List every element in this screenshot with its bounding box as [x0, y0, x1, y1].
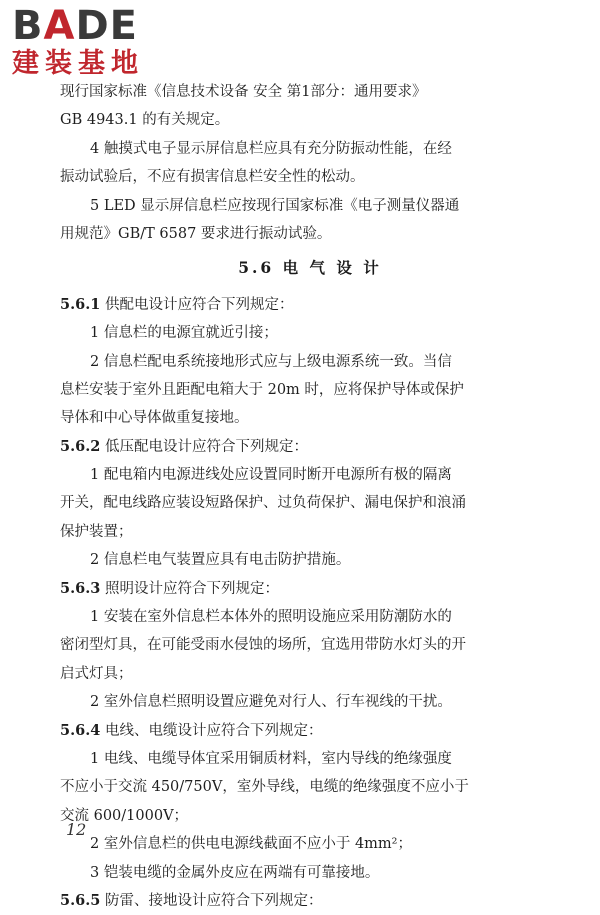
line-text: 息栏安装于室外且距配电箱大于 20m 时，应将保护导体或保护 — [60, 381, 464, 398]
clause-number: 5.6.3 — [60, 579, 101, 597]
line-text: 密闭型灯具，在可能受雨水侵蚀的场所，宜选用带防水灯头的开 — [60, 637, 466, 654]
text-line — [60, 163, 560, 191]
text-line — [60, 404, 560, 432]
text-line — [60, 802, 560, 830]
text-line — [60, 859, 560, 887]
line-text: 1 安装在室外信息栏本体外的照明设施应采用防潮防水的 — [90, 609, 452, 626]
line-text: 3 铠装电缆的金属外皮应在两端有可靠接地。 — [90, 864, 380, 881]
clause-number: 5.6.1 — [60, 295, 101, 313]
line-text: 2 信息栏配电系统接地形式应与上级电源系统一致。当信 — [90, 353, 452, 370]
line-text: 开关，配电线路应装设短路保护、过负荷保护、漏电保护和浪涌 — [60, 495, 466, 512]
line-text: 保护装置； — [60, 523, 133, 540]
logo-wordmark: BADE — [12, 3, 138, 49]
section-title: 5.6 电 气 设 计 — [238, 258, 382, 278]
text-line — [60, 688, 560, 716]
line-text: 1 电线、电缆导体宜采用铜质材料，室内导线的绝缘强度 — [90, 750, 452, 767]
text-line — [60, 319, 560, 347]
text-line — [60, 376, 560, 404]
line-text: 5 LED 显示屏信息栏应按现行国家标准《电子测量仪器通 — [90, 197, 460, 214]
text-line — [60, 660, 560, 688]
line-text: 2 室外信息栏的供电电源线截面不应小于 4mm²； — [90, 836, 412, 853]
text-line — [60, 717, 560, 745]
text-line — [60, 546, 560, 574]
line-text: 1 配电箱内电源进线处应设置同时断开电源所有极的隔离 — [90, 467, 452, 484]
section-body — [60, 291, 560, 915]
line-text: 用规范》GB/T 6587 要求进行振动试验。 — [60, 225, 332, 242]
clause-number: 5.6.5 — [60, 891, 101, 909]
line-text: 低压配电设计应符合下列规定： — [104, 438, 308, 455]
text-line — [60, 348, 560, 376]
line-text: 导体和中心导体做重复接地。 — [60, 410, 249, 427]
text-line — [60, 887, 560, 915]
line-text: GB 4943.1 的有关规定。 — [60, 112, 230, 129]
line-text: 2 室外信息栏照明设置应避免对行人、行车视线的干扰。 — [90, 694, 452, 711]
document-page — [60, 78, 560, 915]
page-number: 12 — [66, 820, 87, 839]
line-text: 电线、电缆设计应符合下列规定： — [104, 722, 323, 739]
line-text: 照明设计应符合下列规定： — [104, 580, 279, 597]
line-text: 现行国家标准《信息技术设备 安全 第1部分：通用要求》 — [60, 84, 427, 100]
clause-number: 5.6.4 — [60, 721, 101, 739]
text-line — [60, 830, 560, 858]
line-text: 交流 600/1000V； — [60, 807, 189, 824]
text-line — [60, 106, 560, 134]
text-line — [60, 603, 560, 631]
text-line — [60, 631, 560, 659]
text-line — [60, 575, 560, 603]
text-line — [60, 135, 560, 163]
text-line — [60, 433, 560, 461]
line-text: 启式灯具； — [60, 665, 133, 682]
line-text: 防雷、接地设计应符合下列规定： — [104, 892, 323, 909]
logo-chinese-text: 建装基地 — [12, 48, 144, 79]
brand-logo — [12, 4, 182, 80]
line-text: 4 触摸式电子显示屏信息栏应具有充分防振动性能，在经 — [90, 140, 452, 157]
text-line — [60, 745, 560, 773]
line-text: 不应小于交流 450/750V，室外导线，电缆的绝缘强度不应小于 — [60, 779, 469, 796]
text-line — [60, 489, 560, 517]
text-line — [60, 518, 560, 546]
line-text: 1 信息栏的电源宜就近引接； — [90, 325, 278, 342]
text-line — [60, 78, 560, 106]
text-line — [60, 220, 560, 248]
line-text: 供配电设计应符合下列规定： — [104, 296, 294, 313]
text-line — [60, 192, 560, 220]
line-text: 振动试验后，不应有损害信息栏安全性的松动。 — [60, 169, 365, 186]
text-line — [60, 461, 560, 489]
text-line — [60, 291, 560, 319]
text-line — [60, 773, 560, 801]
clause-number: 5.6.2 — [60, 437, 101, 455]
line-text: 2 信息栏电气装置应具有电击防护措施。 — [90, 552, 351, 569]
intro-paragraphs — [60, 78, 560, 248]
